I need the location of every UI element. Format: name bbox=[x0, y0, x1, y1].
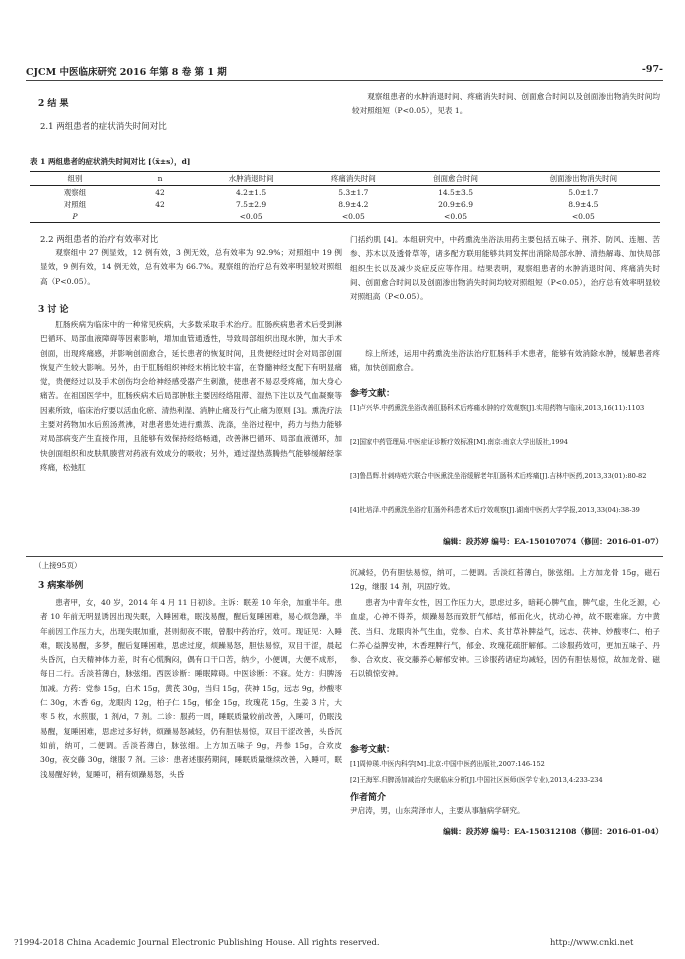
editor-note: 编辑：段苏婷 编号：EA-150312108（修回：2016-01-04） bbox=[443, 827, 663, 836]
table-cell: P bbox=[30, 210, 120, 223]
running-header bbox=[26, 64, 663, 78]
table-cell: 5.3±1.7 bbox=[338, 187, 369, 197]
reference-item: [2]国家中药管理局.中医症证诊断疗效标准[M].南京:南京大学出版社,1994 bbox=[350, 438, 568, 446]
conclusion-paragraph: 综上所述，运用中药熏洗坐浴法治疗肛肠科手术患者，能够有效消除水肿，缓解患者疼痛，加快创面愈合。 bbox=[350, 349, 660, 373]
table-header-cell: 水肿消退时间 bbox=[200, 172, 302, 186]
table-cell: 20.9±6.9 bbox=[438, 199, 473, 209]
reference-item: [1]周仲瑛.中医内科学[M].北京:中国中医药出版社,2007:146-152 bbox=[350, 760, 545, 768]
table-cell: 42 bbox=[155, 187, 165, 197]
table-header-cell: 创面愈合时间 bbox=[404, 172, 506, 186]
footer bbox=[14, 937, 634, 947]
results-paragraph: 观察组患者的水肿消退时间、疼痛消失时间、创面愈合时间以及创面渗出物消失时间均较对照组短（P<0.05），见表 1。 bbox=[352, 92, 660, 116]
section-heading-results: 2 结 果 bbox=[38, 99, 69, 109]
results-table bbox=[30, 171, 660, 223]
table-cell: <0.05 bbox=[302, 210, 404, 223]
table-title: 表 1 两组患者的症状消失时间对比 [（x̄±s），d] bbox=[30, 157, 191, 166]
reference-item: [1]卢兴华.中药熏洗坐浴改善肛肠科术后疼痛水肿的疗效观察[J].实用药物与临床,2013,16(11):1103 bbox=[350, 404, 645, 412]
table-cell: 14.5±3.5 bbox=[438, 187, 473, 197]
page-number: -97- bbox=[641, 64, 663, 75]
subsection-heading-2-1: 2.1 两组患者的症状消失时间对比 bbox=[40, 122, 167, 132]
section-heading-case: 3 病案举例 bbox=[38, 581, 84, 591]
case-continued-paragraph: 沉减轻，仍有胆怯易惊，纳可，二便调。舌淡红苔薄白，脉弦细。上方加龙骨 15g，磁石 12g，继服 14 剂，巩固疗效。 bbox=[350, 568, 660, 592]
discussion-paragraph: 肛肠疾病为临床中的一种常见疾病，大多数采取手术治疗。肛肠疾病患者术后受到淋巴循环、局部血液障碍等因素影响，增加血管通透性，导致局部组织出现水肿，加大手术创面，出现疼痛感，并影响创面愈合，延长患者的恢复时间，且贵便经过时会对局部创面恢复产生较大影响。另外，由于肛肠组织神经末梢比较丰富，在脊髓神经支配下有明显痛觉，贵便经过以及手术创伤均会给神经感受器产生刺激，使患者不易忍受疼痛，加大身心痛苦。在祖国医学中，肛肠疾病术后局部肿胀主要因经络阻滞、湿热下注以及气血凝聚等因素所致，临床治疗要以活血化瘀、清热利湿、消肿止痛及行气止痛为原则 [3]。熏洗疗法主要对药物加水后煎汤煮沸，对患者患处进行熏蒸、洗涤，坐浴过程中，药力与热力能够对局部病变产生直接作用，且能够有效保持经络畅通，改善淋巴循环、局部血液循环，加快创面组织和皮肤肌腠营对药液有效成分的吸收；另外，通过湿热蒸腾热气能够缓解经挛疼痛，松弛肛 bbox=[40, 320, 342, 472]
reference-item: [4]杜培泽.中药熏洗坐浴疗肛肠外科患者术后疗效观察[J].湖南中医药大学学报,2013,33(04):38-39 bbox=[350, 506, 640, 514]
table-header-row bbox=[30, 172, 660, 186]
table-cell: 8.9±4.5 bbox=[568, 199, 599, 209]
references-heading: 参考文献： bbox=[350, 745, 396, 755]
table-cell: <0.05 bbox=[404, 210, 506, 223]
table-cell: 42 bbox=[155, 199, 165, 209]
subsection-heading-2-2: 2.2 两组患者的治疗有效率对比 bbox=[40, 235, 159, 245]
reference-item: [2]王海军.归脾汤加减治疗失眠临床分析[J].中国社区医师(医学专业),2013,4:233-234 bbox=[350, 776, 603, 784]
reference-item: [3]鲁昌辉.针刺痔疮穴联合中医熏洗坐浴缓解老年肛肠科术后疼痛[J].吉林中医药,2013,33(01):80-82 bbox=[350, 472, 647, 480]
table-row bbox=[30, 186, 660, 199]
table-cell: 7.5±2.9 bbox=[236, 199, 267, 209]
author-bio: 尹启涛，男，山东菏泽市人，主要从事脑病学研究。 bbox=[350, 806, 525, 815]
table-cell: <0.05 bbox=[507, 210, 660, 223]
table-header-cell: 疼痛消失时间 bbox=[302, 172, 404, 186]
case-paragraph: 患者甲，女，40 岁，2014 年 4 月 11 日初诊。主诉：眠差 10 年余，加重半年。患者 10 年前无明显诱因出现失眠，入睡困难，眠浅易醒，醒后复睡困难，易心烦急躁，半年前因工作压力大，出现失眠加重，甚则彻夜不眠，曾服中药治疗，效可。现证见：入睡难，眠浅易醒，多梦，醒后复睡困难，思虑过度，烦躁易怒，胆怯易惊，双目干涩，晨起头昏沉，白天精神体力差，时有心慌胸闷，偶有口干口苦，纳少，小便调，大便不成形，每日二行。舌淡苔薄白，脉弦细。西医诊断：睡眠障碍。中医诊断：不寐。处方：归脾汤加减。方药：党参 15g，白术 15g，黄芪 30g，当归 15g，茯神 15g，远志 9g，炒酸枣仁 30g，木香 6g，龙眼肉 12g，柏子仁 15g，郁金 15g，玫瑰花 15g，生姜 3 片，大枣 5 枚，水煎服，1 剂/d，7 剂。二诊：服药一周，睡眠质量较前改善，入睡可，仍眠浅易醒，复睡困难，思虑过多好转，烦躁易怒减轻，仍有胆怯易惊，双目干涩改善，头昏沉如前，纳可，二便调。舌淡苔薄白，脉弦细。上方加五味子 9g，丹参 15g，合欢皮 30g，夜交藤 30g，继服 7 剂。三诊：患者述服药期间，睡眠质量继续改善，入睡可，眠浅易醒好转，复睡可，稍有烦躁易怒，头昏 bbox=[40, 598, 342, 779]
discussion-continued-paragraph: 门括约肌 [4]。本组研究中，中药熏洗坐浴法用药主要包括五味子、荆芥、防风、连翘、苦参、苏木以及透骨草等，诸多配方联用能够共同发挥出消除局部水肿、清热解毒、加快局部组织生长以及减少炎症反应等作用。结果表明，观察组患者的水肿消退时间、疼痛消失时间、创面愈合时间以及创面渗出物消失时间均较对照组短（P<0.05），治疗总有效率明显较对照组高（P<0.05）。 bbox=[350, 235, 660, 302]
journal-title: CJCM 中医临床研究 2016 年第 8 卷 第 1 期 bbox=[26, 67, 227, 78]
table-cell: 5.0±1.7 bbox=[568, 187, 599, 197]
efficacy-paragraph: 观察组中 27 例显效，12 例有效，3 例无效，总有效率为 92.9%；对照组中 19 例显效，9 例有效，14 例无效，总有效率为 66.7%。观察组的治疗总有效率明显较对照组高（P<0.05）。 bbox=[40, 248, 342, 286]
case-analysis-paragraph: 患者为中青年女性，因工作压力大，思虑过多，暗耗心脾气血，脾气虚，生化乏源，心血虚，心神不得养，烦躁易怒而致肝气郁结，郁而化火，扰动心神，故不眠难寐。方中黄芪、当归、龙眼肉补气生血，党参、白术、炙甘草补脾益气，远志、茯神、炒酸枣仁、柏子仁养心益脾安神，木香理脾行气，郁金、玫瑰花疏肝解郁。二诊服药效可，更加五味子、丹参、合欢皮、夜交藤养心解郁安神。三诊服药诸症均减轻，因仍有胆怯易惊，故加龙骨、磁石以镇惊安神。 bbox=[350, 598, 660, 679]
table-cell: 对照组 bbox=[63, 199, 87, 209]
copyright-notice: ?1994-2018 China Academic Journal Electronic Publishing House. All rights reserved. bbox=[14, 937, 380, 947]
table-header-cell: 组别 bbox=[30, 172, 120, 186]
table-cell bbox=[120, 210, 200, 223]
table-row bbox=[30, 198, 660, 210]
editor-note: 编辑：段苏婷 编号：EA-150107074（修回：2016-01-07） bbox=[443, 537, 663, 546]
table-row bbox=[30, 210, 660, 223]
article-separator-rule bbox=[26, 556, 663, 557]
table-header-cell: 创面渗出物消失时间 bbox=[507, 172, 660, 186]
bio-heading: 作者简介 bbox=[350, 793, 387, 803]
table-cell: 4.2±1.5 bbox=[236, 187, 267, 197]
table-header-cell: n bbox=[120, 172, 200, 186]
table-cell: <0.05 bbox=[200, 210, 302, 223]
continued-note: （上接95页） bbox=[34, 561, 82, 570]
references-heading: 参考文献： bbox=[350, 389, 396, 399]
header-rule bbox=[26, 80, 663, 81]
section-heading-discussion: 3 讨 论 bbox=[38, 305, 69, 315]
table-cell: 观察组 bbox=[63, 187, 87, 197]
table-cell: 8.9±4.2 bbox=[338, 199, 369, 209]
footer-url-link[interactable]: http://www.cnki.net bbox=[550, 937, 634, 947]
